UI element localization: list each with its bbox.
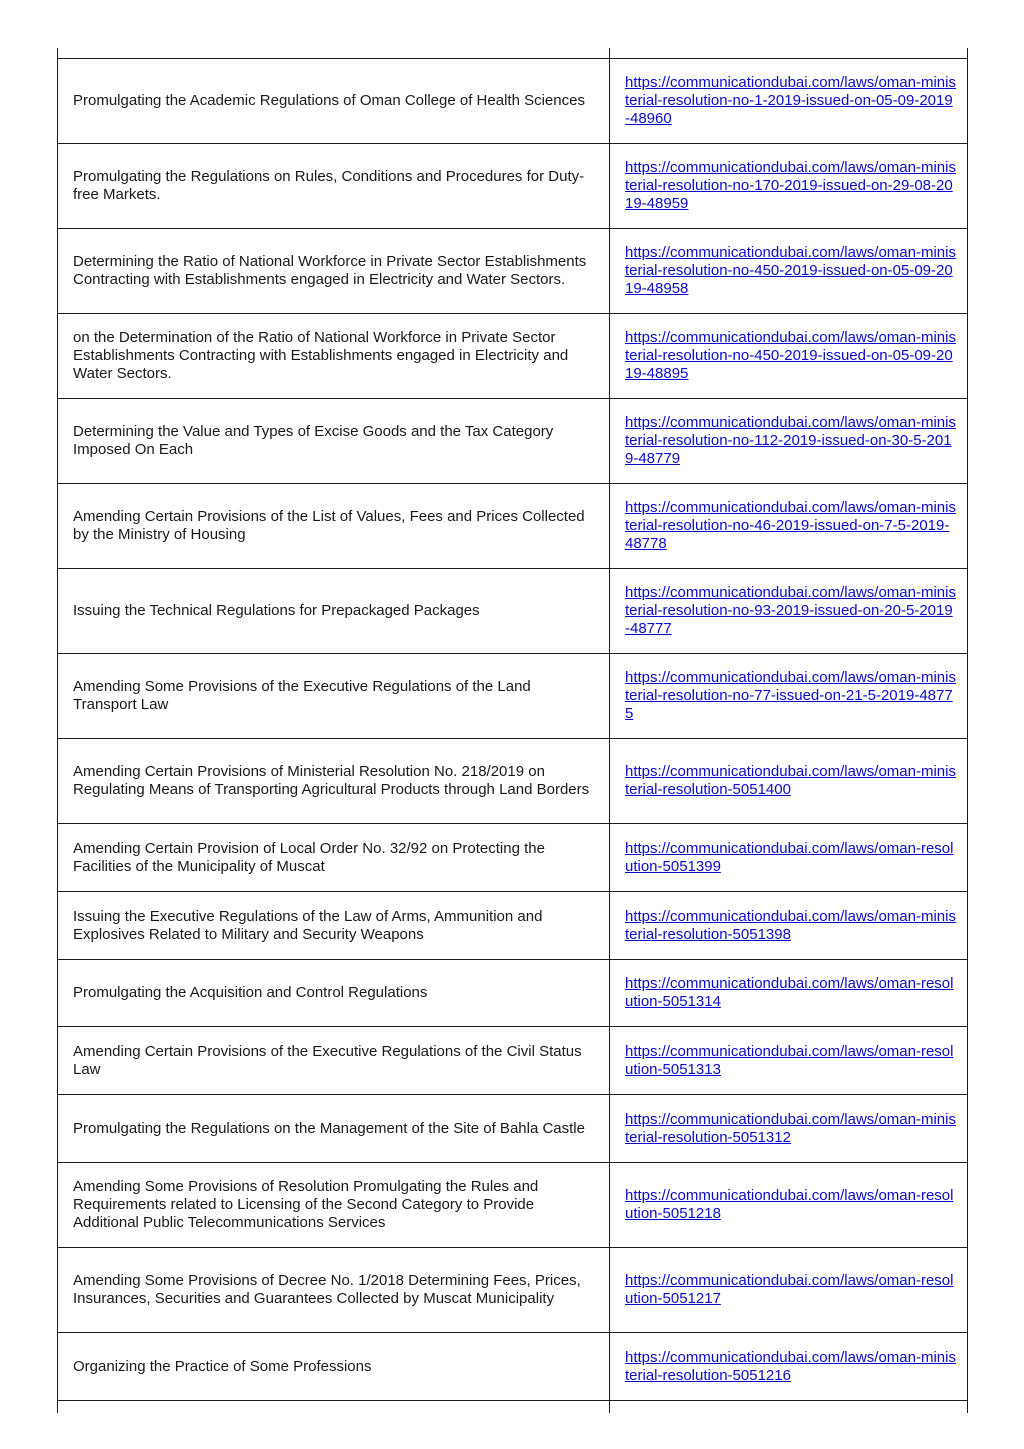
law-link-cell [610, 484, 968, 569]
law-link[interactable]: https://communicationdubai.com/laws/oman-ministerial-resolution-no-170-2019-issued-on-29-08-2019-48959 [625, 159, 956, 212]
law-title-cell [58, 569, 610, 654]
law-title-cell [58, 824, 610, 892]
law-title-cell [58, 229, 610, 314]
law-title: Amending Certain Provisions of the List of Values, Fees and Prices Collected by the Ministry of Housing [73, 508, 585, 543]
law-link[interactable]: https://communicationdubai.com/laws/oman-resolution-5051399 [625, 839, 954, 875]
law-link[interactable]: https://communicationdubai.com/laws/oman-ministerial-resolution-no-46-2019-issued-on-7-5-2019-48778 [625, 499, 956, 552]
empty-cell [58, 48, 610, 59]
laws-table-body [58, 48, 968, 1413]
law-link-cell [610, 59, 968, 144]
law-link-cell [610, 569, 968, 654]
law-link-cell [610, 229, 968, 314]
law-link-cell [610, 892, 968, 960]
law-title: on the Determination of the Ratio of National Workforce in Private Sector Establishments Contracting with Establishments engaged in Electricity and Water Sectors. [73, 329, 569, 382]
table-row [58, 1163, 968, 1248]
law-link[interactable]: https://communicationdubai.com/laws/oman-resolution-5051313 [625, 1042, 954, 1078]
law-link[interactable]: https://communicationdubai.com/laws/oman-resolution-5051314 [625, 975, 954, 1010]
law-title: Promulgating the Regulations on the Management of the Site of Bahla Castle [73, 1119, 585, 1137]
law-title-cell [58, 1095, 610, 1163]
law-link[interactable]: https://communicationdubai.com/laws/oman-ministerial-resolution-no-450-2019-issued-on-05-09-2019-48958 [625, 244, 956, 297]
law-title-cell [58, 1163, 610, 1248]
law-title-cell [58, 59, 610, 144]
law-title-cell [58, 1333, 610, 1401]
law-title: Promulgating the Acquisition and Control Regulations [73, 984, 428, 1001]
law-link[interactable]: https://communicationdubai.com/laws/oman-ministerial-resolution-no-93-2019-issued-on-20-5-2019-48777 [625, 584, 956, 637]
table-row [58, 739, 968, 824]
law-link-cell [610, 1163, 968, 1248]
law-link[interactable]: https://communicationdubai.com/laws/oman-ministerial-resolution-5051216 [625, 1348, 956, 1384]
law-link[interactable]: https://communicationdubai.com/laws/oman-ministerial-resolution-5051400 [625, 763, 956, 798]
table-row [58, 144, 968, 229]
table-row [58, 1095, 968, 1163]
law-title-cell [58, 484, 610, 569]
table-row-continued-bottom [58, 1401, 968, 1414]
table-row [58, 892, 968, 960]
law-link-cell [610, 144, 968, 229]
law-link-cell [610, 960, 968, 1027]
law-link-cell [610, 1248, 968, 1333]
law-title-cell [58, 960, 610, 1027]
empty-cell [610, 1401, 968, 1414]
law-link[interactable]: https://communicationdubai.com/laws/oman-resolution-5051217 [625, 1272, 954, 1307]
law-title-cell [58, 399, 610, 484]
law-link[interactable]: https://communicationdubai.com/laws/oman-ministerial-resolution-no-112-2019-issued-on-30-5-2019-48779 [625, 414, 956, 467]
law-title-cell [58, 144, 610, 229]
table-row [58, 824, 968, 892]
table-row [58, 229, 968, 314]
law-link-cell [610, 1027, 968, 1095]
law-link-cell [610, 1095, 968, 1163]
law-title: Amending Some Provisions of Resolution Promulgating the Rules and Requirements related to Licensing of the Second Category to Provide Additional Public Telecommunications Services [73, 1178, 539, 1231]
law-title-cell [58, 654, 610, 739]
law-title-cell [58, 314, 610, 399]
table-row [58, 59, 968, 144]
law-link-cell [610, 399, 968, 484]
law-title: Amending Some Provisions of Decree No. 1/2018 Determining Fees, Prices, Insurances, Securities and Guarantees Collected by Muscat Municipality [73, 1272, 581, 1307]
table-row [58, 484, 968, 569]
table-row-continued-top [58, 48, 968, 59]
law-title: Promulgating the Regulations on Rules, Conditions and Procedures for Duty-free Markets. [73, 168, 585, 203]
table-row [58, 960, 968, 1027]
law-link-cell [610, 654, 968, 739]
law-title: Organizing the Practice of Some Professions [73, 1357, 372, 1375]
law-link[interactable]: https://communicationdubai.com/laws/oman-ministerial-resolution-5051398 [625, 907, 956, 943]
table-row [58, 1333, 968, 1401]
law-link[interactable]: https://communicationdubai.com/laws/oman-ministerial-resolution-no-77-issued-on-21-5-2019-48775 [625, 669, 956, 722]
law-title-cell [58, 739, 610, 824]
table-row [58, 399, 968, 484]
table-row [58, 569, 968, 654]
law-title: Determining the Value and Types of Excise Goods and the Tax Category Imposed On Each [73, 423, 554, 458]
table-row [58, 1027, 968, 1095]
law-title: Issuing the Technical Regulations for Prepackaged Packages [73, 602, 480, 619]
law-title: Issuing the Executive Regulations of the Law of Arms, Ammunition and Explosives Related to Military and Security Weapons [73, 907, 543, 943]
empty-cell [610, 48, 968, 59]
law-link-cell [610, 824, 968, 892]
law-title: Determining the Ratio of National Workforce in Private Sector Establishments Contracting with Establishments engaged in Electricity and Water Sectors. [73, 253, 587, 288]
law-title-cell [58, 1027, 610, 1095]
law-link[interactable]: https://communicationdubai.com/laws/oman-ministerial-resolution-5051312 [625, 1110, 956, 1146]
laws-table [57, 48, 968, 1413]
law-link-cell [610, 739, 968, 824]
law-link-cell [610, 1333, 968, 1401]
law-title: Amending Certain Provisions of the Executive Regulations of the Civil Status Law [73, 1042, 582, 1078]
law-title: Amending Certain Provisions of Ministerial Resolution No. 218/2019 on Regulating Means of Transporting Agricultural Products through Land Borders [73, 763, 590, 798]
law-link-cell [610, 314, 968, 399]
law-title: Amending Some Provisions of the Executive Regulations of the Land Transport Law [73, 678, 531, 713]
law-title: Promulgating the Academic Regulations of Oman College of Health Sciences [73, 92, 585, 109]
empty-cell [58, 1401, 610, 1414]
law-link[interactable]: https://communicationdubai.com/laws/oman-resolution-5051218 [625, 1187, 954, 1222]
law-title-cell [58, 892, 610, 960]
law-link[interactable]: https://communicationdubai.com/laws/oman-ministerial-resolution-no-450-2019-issued-on-05-09-2019-48895 [625, 329, 956, 382]
law-title: Amending Certain Provision of Local Order No. 32/92 on Protecting the Facilities of the Municipality of Muscat [73, 839, 545, 875]
table-row [58, 654, 968, 739]
law-title-cell [58, 1248, 610, 1333]
law-link[interactable]: https://communicationdubai.com/laws/oman-ministerial-resolution-no-1-2019-issued-on-05-09-2019-48960 [625, 74, 956, 127]
table-row [58, 1248, 968, 1333]
table-row [58, 314, 968, 399]
